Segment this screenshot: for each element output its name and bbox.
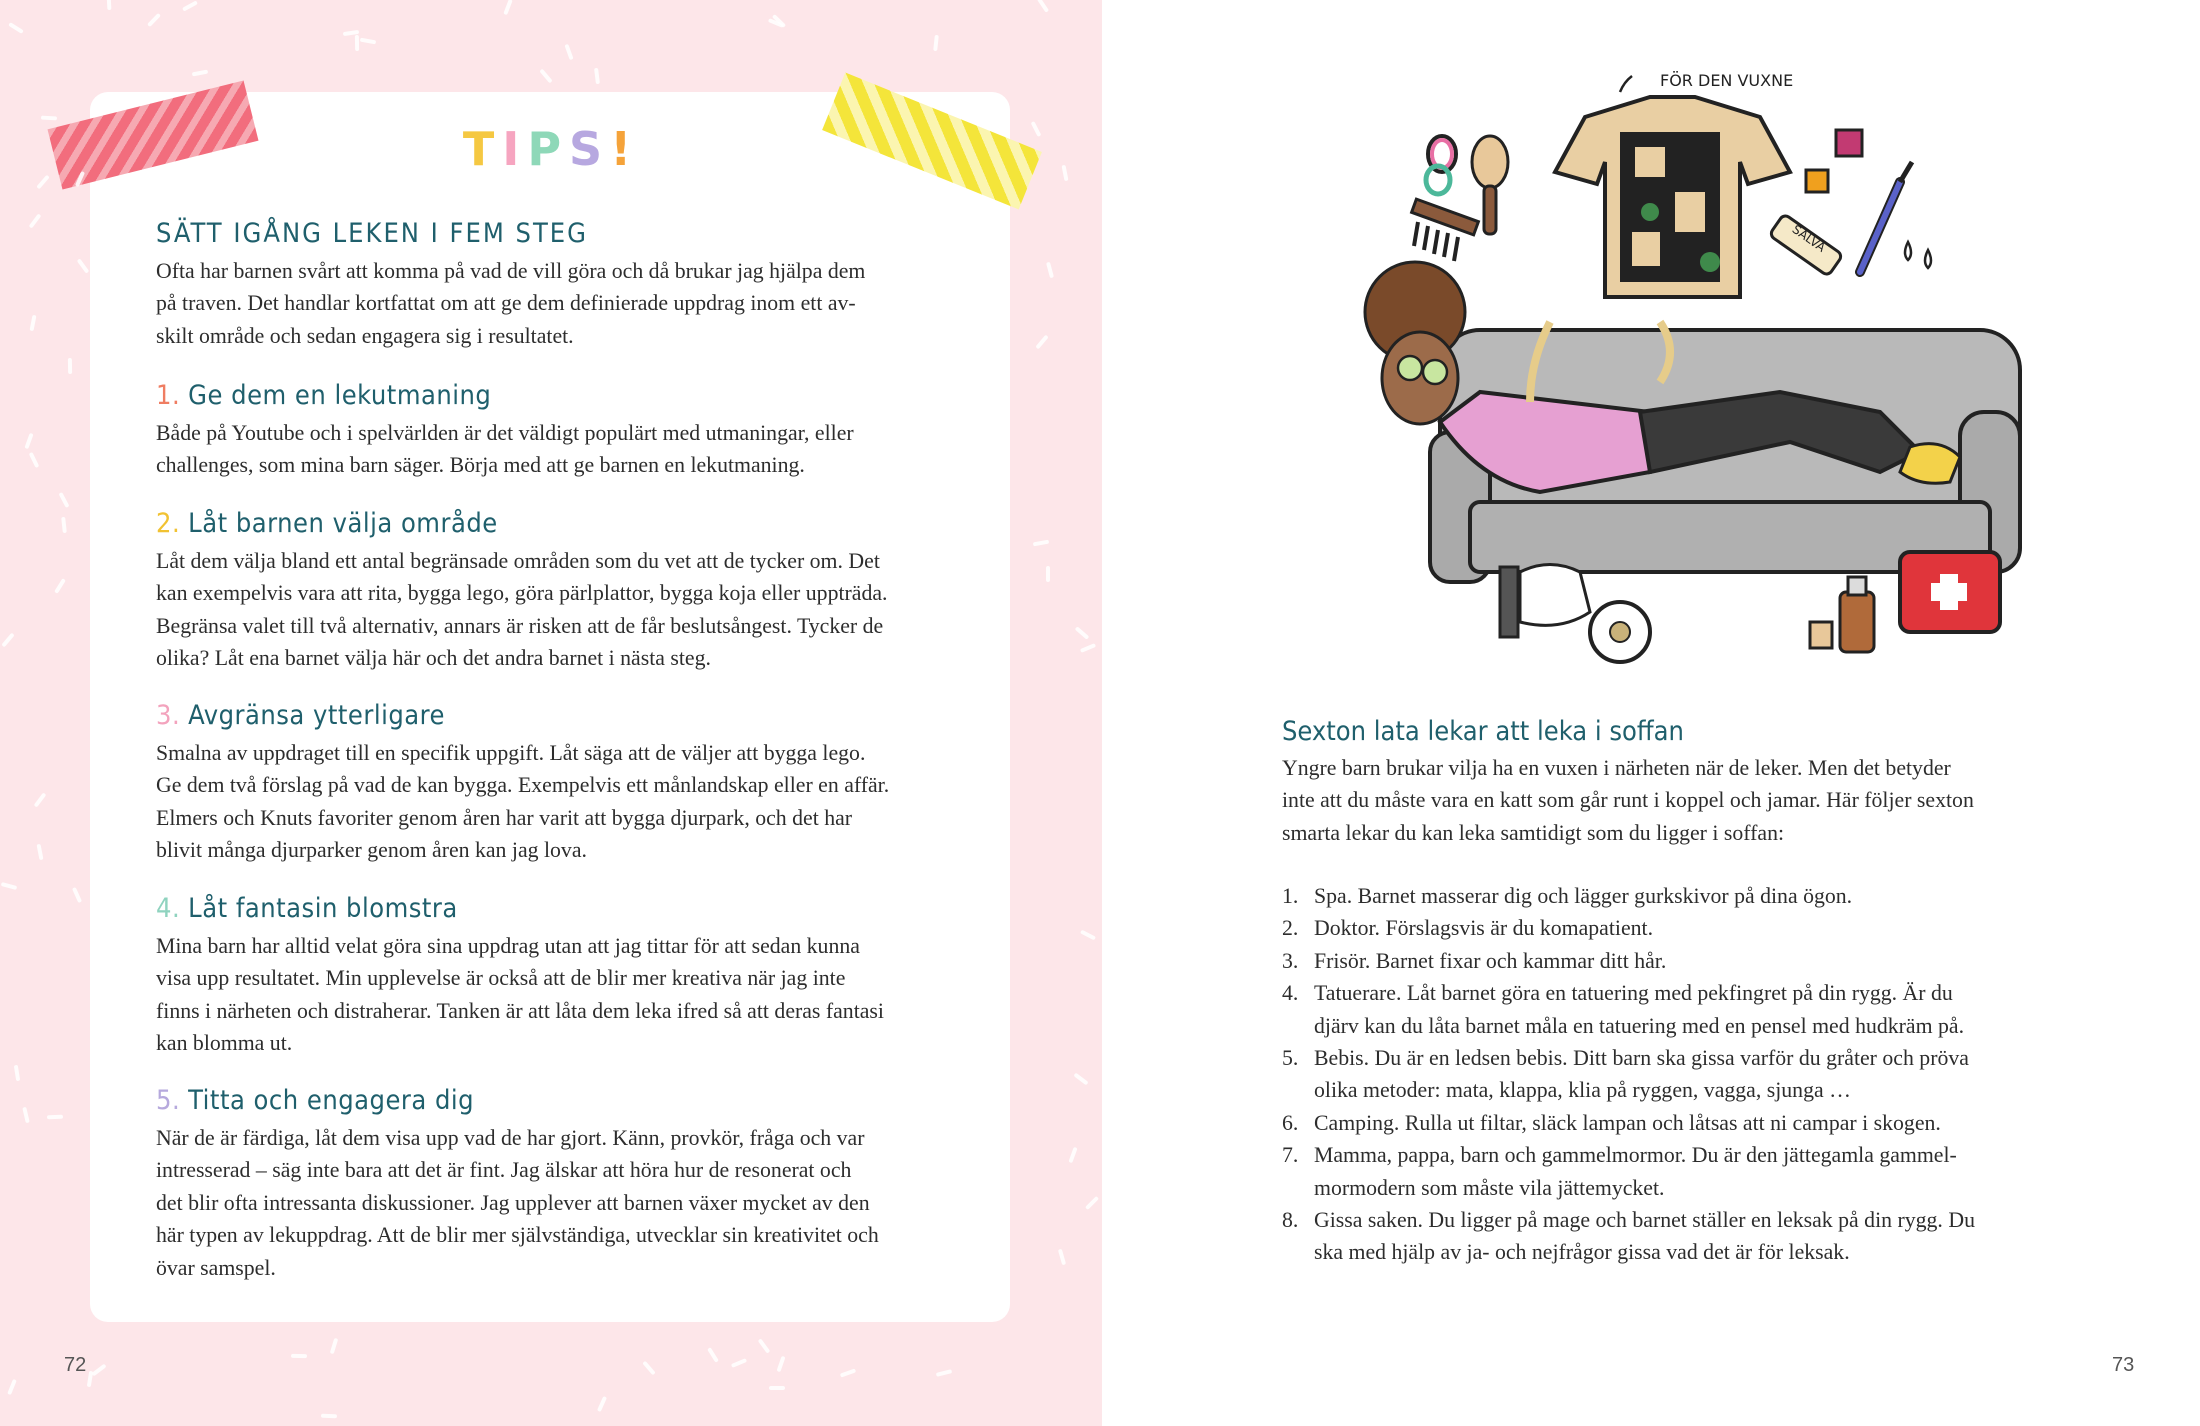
sprinkle-decoration (291, 1354, 307, 1358)
first-aid-kit-icon (1900, 552, 2000, 632)
text-line: djärv kan du låta barnet måla en tatuering med en pensel med hudkräm på. (1314, 1013, 1965, 1038)
step-number: 5. (156, 1085, 181, 1116)
text-line: finns i närheten och distraherar. Tanken är att låta dem leka ifred så att deras fantasi (156, 998, 884, 1023)
sprinkle-decoration (36, 175, 50, 190)
text-line: Mina barn har alltid velat göra sina uppdrag utan att jag tittar för att sedan kunna (156, 934, 860, 958)
tips-letter: S (569, 122, 611, 176)
list-number: 1. (1282, 884, 1299, 908)
sprinkle-decoration (7, 1379, 17, 1395)
sprinkle-decoration (41, 115, 57, 120)
sprinkle-decoration (707, 1347, 719, 1363)
step-text (156, 545, 946, 675)
sprinkle-decoration (1069, 1147, 1078, 1163)
text-line: Elmers och Knuts favoriter genom åren har varit att bygga djurpark, och det har (156, 805, 853, 830)
list-item (1282, 912, 2042, 944)
sprinkle-decoration (1080, 643, 1096, 653)
text-line: Ge dem två förslag på vad de kan bygga. Exempelvis ett månlandskap eller en affär. (156, 773, 890, 798)
sprinkle-decoration (355, 35, 359, 51)
sprinkle-decoration (147, 13, 161, 27)
sprinkle-decoration (107, 0, 112, 10)
list-item (1282, 977, 2042, 1042)
text-line: det blir ofta intressanta diskussioner. Jag upplever att barnen växer mycket av den (156, 1190, 870, 1215)
list-item (1282, 1042, 2042, 1107)
step-text (156, 1122, 946, 1284)
text-line: olika metoder: mata, klappa, klia på ryggen, vagga, sjunga … (1314, 1078, 1851, 1103)
sprinkle-decoration (29, 452, 40, 468)
step-title: Låt fantasin blomstra (188, 893, 458, 924)
step-heading (156, 893, 458, 924)
games-list (1282, 880, 2042, 1269)
text-line: på traven. Det handlar kortfattat om att ge dem definierade uppdrag inom ett av- (156, 291, 856, 316)
text-line: inte att du måste vara en katt som går runt i koppel och jamar. Här följer sexton (1282, 788, 1974, 813)
list-number: 4. (1282, 981, 1299, 1006)
ointment-tube-icon (1769, 214, 1843, 277)
text-line: ska med hjälp av ja- och nejfrågor gissa vad det är för leksak. (1314, 1240, 1850, 1265)
left-intro (156, 255, 946, 352)
sprinkle-decoration (540, 68, 553, 83)
text-line: skilt område och sedan engagera sig i resultatet. (156, 323, 574, 348)
sprinkle-decoration (192, 69, 208, 76)
step-title: Låt barnen välja område (188, 508, 498, 539)
text-line: Gissa saken. Du ligger på mage och barnet ställer en leksak på din rygg. Du (1314, 1208, 1975, 1233)
text-line: Begränsa valet till två alternativ, annars är risken att de får beslutsångest. Tycker de (156, 613, 884, 638)
step-heading (156, 1085, 474, 1116)
sprinkle-decoration (34, 793, 47, 808)
hair-tie-icon (1426, 136, 1456, 194)
tips-title (0, 122, 1102, 176)
sprinkle-decoration (642, 1361, 656, 1376)
text-line: Doktor. Förslagsvis är du komapatient. (1314, 916, 1654, 941)
sprinkle-decoration (1, 633, 14, 648)
tips-letter: I (502, 122, 528, 176)
sprinkle-decoration (54, 578, 66, 594)
sprinkle-decoration (1033, 540, 1049, 547)
text-line: kan blomma ut. (156, 1031, 293, 1056)
sprinkle-decoration (37, 844, 44, 860)
list-item (1282, 1107, 2042, 1139)
text-line: Camping. Rulla ut filtar, släck lampan och låtsas att ni campar i skogen. (1314, 1110, 1941, 1135)
sprinkle-decoration (840, 1368, 856, 1377)
text-line: övar samspel. (156, 1255, 276, 1280)
step-title: Avgränsa ytterligare (188, 700, 445, 731)
list-item (1282, 1204, 2042, 1269)
sprinkle-decoration (329, 1337, 338, 1353)
step-number: 1. (156, 380, 181, 411)
sprinkle-decoration (597, 1396, 607, 1412)
text-line: olika? Låt ena barnet välja här och det andra barnet i nästa steg. (156, 646, 711, 671)
text-line: challenges, som mina barn säger. Börja med att ge barnen en lekutmaning. (156, 453, 805, 478)
illustration-label: FÖR DEN VUXNE (1660, 71, 1794, 90)
sprinkle-decoration (935, 1369, 951, 1377)
sprinkle-decoration (24, 432, 33, 448)
sprinkle-decoration (76, 258, 89, 273)
text-line: intresserad – säg inte bara att det är fint. Jag älskar att höra hur de resonerat och (156, 1158, 852, 1183)
sprinkle-decoration (1075, 626, 1090, 640)
text-line: här typen av lekuppdrag. Att de blir mer självständiga, utvecklar sin kreativitet och (156, 1223, 879, 1248)
toilet-roll-icon (1590, 602, 1650, 662)
sprinkle-decoration (503, 0, 512, 15)
step-number: 2. (156, 508, 181, 539)
text-line: visa upp resultatet. Min upplevelse är också att de blir mer kreativa när jag inte (156, 966, 846, 991)
text-line: Smalna av uppdraget till en specifik uppgift. Låt säga att de väljer att bygga lego. (156, 741, 866, 765)
list-number: 5. (1282, 1046, 1299, 1071)
sprinkle-decoration (1073, 1072, 1088, 1085)
step-heading (156, 700, 445, 731)
sprinkle-decoration (321, 1414, 337, 1419)
sprinkle-decoration (30, 315, 37, 331)
sprinkle-decoration (58, 492, 69, 508)
right-heading: Sexton lata lekar att leka i soffan (1282, 716, 1684, 747)
sprinkle-decoration (933, 35, 939, 51)
sprinkle-decoration (9, 22, 25, 34)
text-line: Yngre barn brukar vilja ha en vuxen i närheten när de leker. Men det betyder (1282, 756, 1951, 780)
step-text (156, 930, 946, 1060)
text-line: mormodern som måste vila jättemycket. (1314, 1175, 1665, 1200)
tips-letter: ! (610, 122, 640, 176)
text-line: blivit många djurparker genom åren kan jag lova. (156, 838, 587, 863)
sprinkle-decoration (1085, 1196, 1099, 1210)
sprinkle-decoration (182, 1, 198, 12)
text-line: Mamma, pappa, barn och gammelmormor. Du är den jättegamla gammel- (1314, 1143, 1957, 1168)
sprinkle-decoration (776, 1355, 785, 1371)
tshirt-icon (1555, 97, 1790, 297)
tips-letter: P (527, 122, 570, 176)
sprinkle-decoration (1046, 262, 1054, 278)
right-intro (1282, 752, 2042, 849)
text-line: När de är färdiga, låt dem visa upp vad de har gjort. Känn, provkör, fråga och var (156, 1126, 865, 1150)
text-line: Bebis. Du är en ledsen bebis. Ditt barn ska gissa varför du gråter och pröva (1314, 1046, 1969, 1071)
list-number: 3. (1282, 948, 1299, 973)
step-title: Titta och engagera dig (188, 1085, 475, 1116)
list-item (1282, 880, 2042, 912)
page-number-right: 73 (2112, 1354, 2135, 1376)
sprinkle-decoration (1037, 0, 1049, 12)
sprinkle-decoration (758, 1338, 771, 1353)
sprinkle-decoration (22, 1107, 29, 1123)
step-number: 4. (156, 893, 181, 924)
sprinkle-decoration (1080, 930, 1096, 941)
list-number: 2. (1282, 916, 1299, 941)
ointment-label: SALVA (1789, 222, 1829, 255)
hairbrush-icon (1472, 136, 1508, 234)
list-item (1282, 1139, 2042, 1204)
left-heading: SÄTT IGÅNG LEKEN I FEM STEG (156, 218, 588, 249)
text-line: Ofta har barnen svårt att komma på vad de vill göra och då brukar jag hjälpa dem (156, 259, 866, 283)
sprinkle-decoration (1058, 1248, 1066, 1264)
sprinkle-decoration (68, 358, 72, 374)
sprinkle-decoration (92, 1363, 107, 1376)
comb-icon (1412, 199, 1479, 261)
sprinkle-decoration (47, 1115, 63, 1120)
step-heading (156, 380, 491, 411)
puzzle-piece-icon (1806, 130, 1862, 192)
sofa-illustration (1320, 62, 2030, 682)
sprinkle-decoration (360, 38, 376, 45)
step-text (156, 417, 946, 482)
text-line: Både på Youtube och i spelvärlden är det väldigt populärt med utmaningar, eller (156, 421, 854, 445)
sprinkle-decoration (1046, 566, 1050, 582)
sprinkle-decoration (62, 516, 68, 532)
text-line: kan exempelvis vara att rita, bygga lego, göra pärlplattor, bygga koja eller uppträda. (156, 581, 888, 606)
text-line: Spa. Barnet masserar dig och lägger gurkskivor på dina ögon. (1314, 884, 1853, 908)
sprinkle-decoration (1035, 334, 1048, 349)
sprinkle-decoration (594, 68, 600, 84)
sprinkle-decoration (731, 1358, 747, 1368)
sprinkle-decoration (14, 1065, 20, 1081)
drops-icon (1905, 242, 1931, 268)
bottle-icon (1810, 577, 1874, 652)
text-line: Låt dem välja bland ett antal begränsade områden som du vet att de tycker om. Det (156, 549, 880, 573)
text-line: Frisör. Barnet fixar och kammar ditt hår. (1314, 948, 1667, 973)
list-number: 8. (1282, 1208, 1299, 1233)
page-number-left: 72 (64, 1354, 87, 1376)
step-title: Ge dem en lekutmaning (188, 380, 492, 411)
text-line: smarta lekar du kan leka samtidigt som du ligger i soffan: (1282, 820, 1785, 845)
step-heading (156, 508, 498, 539)
list-number: 6. (1282, 1110, 1299, 1135)
sprinkle-decoration (769, 1386, 785, 1390)
sprinkle-decoration (564, 44, 573, 60)
sprinkle-decoration (1, 882, 17, 890)
sprinkle-decoration (28, 213, 41, 228)
step-text (156, 737, 946, 867)
step-number: 3. (156, 700, 181, 731)
tips-letter: T (462, 122, 503, 176)
list-item (1282, 945, 2042, 977)
list-number: 7. (1282, 1143, 1299, 1168)
sprinkle-decoration (72, 887, 82, 903)
text-line: Tatuerare. Låt barnet göra en tatuering med pekfingret på din rygg. Är du (1314, 981, 1953, 1006)
